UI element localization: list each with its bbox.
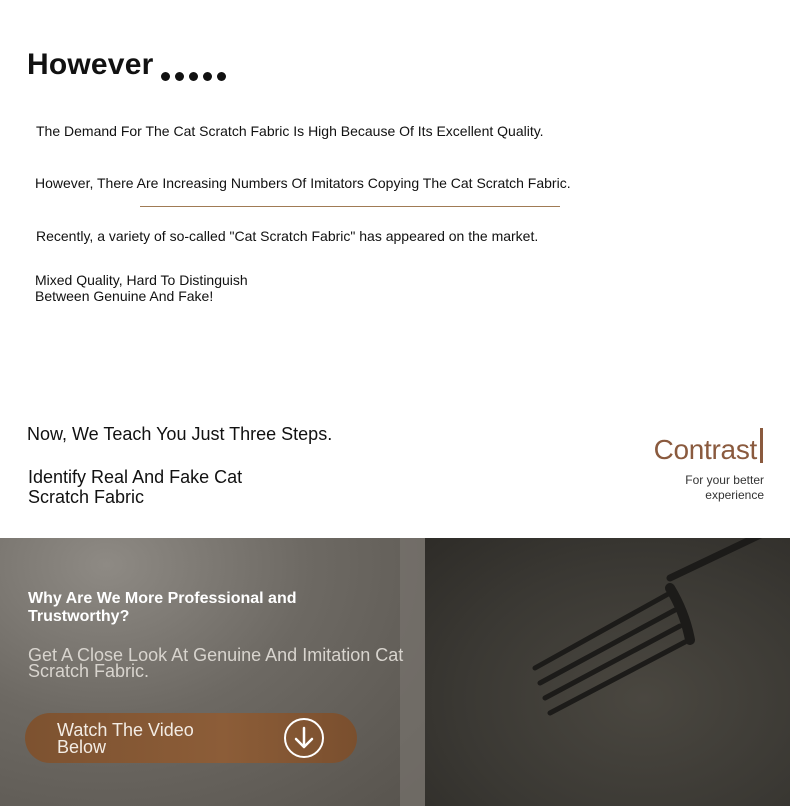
dot <box>161 72 170 81</box>
ellipsis-dots <box>161 72 226 81</box>
hero-question: Why Are We More Professional and Trustworthy? <box>28 590 297 625</box>
arrow-down-circle-icon <box>284 718 324 758</box>
dot <box>203 72 212 81</box>
steps-subtitle: Identify Real And Fake Cat Scratch Fabric <box>28 467 243 507</box>
intro-line-2: However, There Are Increasing Numbers Of Imitators Copying The Cat Scratch Fabric. <box>35 175 571 191</box>
watch-video-button[interactable] <box>25 713 357 763</box>
intro-line-4: Mixed Quality, Hard To Distinguish Between Genuine And Fake! <box>35 272 248 304</box>
dot <box>175 72 184 81</box>
divider <box>140 206 560 207</box>
watch-video-label: Watch The Video Below <box>57 720 194 757</box>
contrast-tagline <box>685 473 764 503</box>
dot <box>189 72 198 81</box>
contrast-logo-word: Contrast <box>653 434 757 465</box>
contrast-tagline-line-2: experience <box>705 488 764 502</box>
contrast-logo-bar <box>760 428 763 463</box>
contrast-tagline-line-1: For your better <box>685 473 764 487</box>
steps-title: Now, We Teach You Just Three Steps. <box>27 424 333 444</box>
headline: However <box>27 48 154 81</box>
fork-image <box>520 538 790 738</box>
intro-line-1: The Demand For The Cat Scratch Fabric Is High Because Of Its Excellent Quality. <box>36 123 544 139</box>
intro-line-3: Recently, a variety of so-called "Cat Scratch Fabric" has appeared on the market. <box>36 228 539 244</box>
hero-look-text: Get A Close Look At Genuine And Imitation Cat Scratch Fabric. <box>28 645 404 681</box>
dot <box>217 72 226 81</box>
